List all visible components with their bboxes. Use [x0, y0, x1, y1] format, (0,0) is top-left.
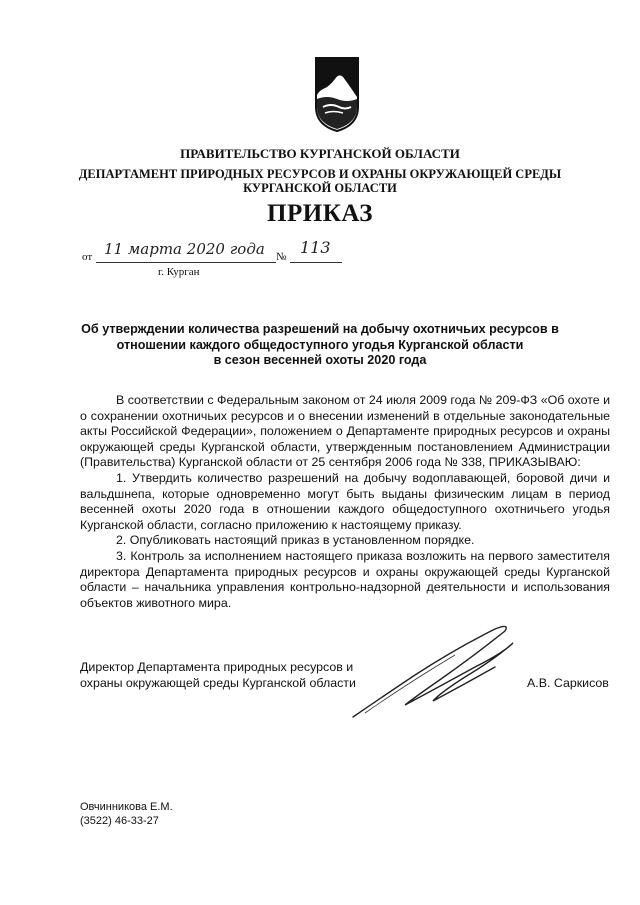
handwritten-number: 113	[300, 238, 331, 257]
government-name: ПРАВИТЕЛЬСТВО КУРГАНСКОЙ ОБЛАСТИ	[180, 146, 460, 161]
order-title	[80, 322, 560, 369]
handwritten-signature	[345, 615, 520, 725]
title-line-2: отношении каждого общедоступного угодья Курганской области	[116, 337, 524, 352]
signatory-position-line1: Директор Департамента природных ресурсов и	[80, 660, 354, 674]
signatory-position-line2: охраны окружающей среды Курганской области	[80, 675, 356, 690]
title-line-3: в сезон весенней охоты 2020 года	[213, 353, 427, 367]
coat-of-arms-emblem	[313, 55, 361, 133]
signatory-position	[80, 660, 380, 691]
date-underline	[96, 262, 276, 263]
signatory-name: А.В. Саркисов	[527, 676, 609, 690]
executor-name: Овчинникова Е.М.	[80, 801, 173, 813]
executor-phone: (3522) 46-33-27	[80, 815, 159, 827]
order-item-1: 1. Утвердить количество разрешений на добычу водоплавающей, боровой дичи и вальдшнепа, которые одновременно могут быть выданы физическим лицам в период весенней охоты 2020 года в отношении каждого общедоступного охотничьего угодья Курганской области, согласно приложению к настоящему приказу.	[80, 470, 610, 532]
date-from-label: от	[82, 251, 93, 263]
department-name-line1: ДЕПАРТАМЕНТ ПРИРОДНЫХ РЕСУРСОВ И ОХРАНЫ ОКРУЖАЮЩЕЙ СРЕДЫ	[78, 167, 562, 181]
number-label: №	[276, 251, 287, 263]
executor-block	[80, 800, 173, 828]
order-item-3: 3. Контроль за исполнением настоящего приказа возложить на первого заместителя директора Департамента природных ресурсов и охраны окружающей среды Курганской области – начальника управления контрольно-надзорной деятельности и использования объектов животного мира.	[80, 548, 610, 610]
preamble-paragraph: В соответствии с Федеральным законом от 24 июля 2009 года № 209-ФЗ «Об охоте и о сохранении охотничьих ресурсов и о внесении изменений в отдельные законодательные акты Российской Федерации», положением о Департаменте природных ресурсов и охраны окружающей среды Курганской области, утвержденным постановлением Администрации (Правительства) Курганской области от 25 сентября 2006 года № 338, ПРИКАЗЫВАЮ:	[80, 393, 611, 470]
handwritten-date: 11 марта 2020 года	[104, 240, 265, 258]
order-body	[80, 393, 610, 611]
city-label: г. Курган	[158, 266, 200, 278]
order-item-2: 2. Опубликовать настоящий приказ в установленном порядке.	[116, 533, 475, 548]
number-underline	[290, 262, 342, 263]
title-line-1: Об утверждении количества разрешений на добычу охотничьих ресурсов в	[81, 322, 559, 336]
department-name-line2: КУРГАНСКОЙ ОБЛАСТИ	[243, 181, 397, 195]
document-type-title: ПРИКАЗ	[267, 200, 373, 227]
